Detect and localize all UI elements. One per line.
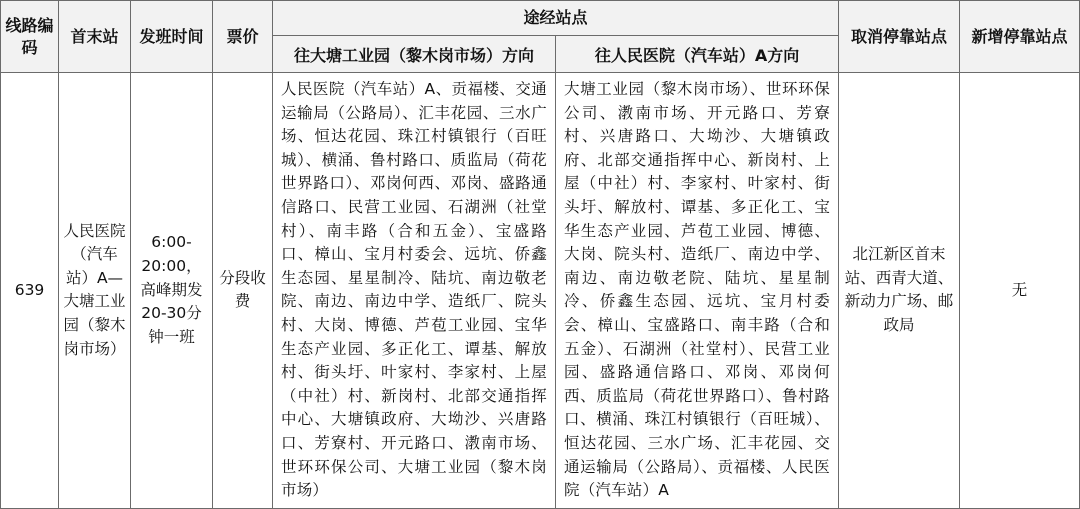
stops-direction-a-cell: 人民医院（汽车站）A、贡福楼、交通运输局（公路局）、汇丰花园、三水广场、恒达花园、珠江村镇银行（百旺城）、横涌、鲁村路口、质监局（荷花世界路口）、邓岗何西、邓岗、盛路通信路口、民营工业园、石湖洲（社堂村）、南丰路（合和五金）、宝盛路口、樟山、宝月村委会、远坑、侨鑫生态园、星星制冷、陆坑、南边敬老院、南边、南边中学、造纸厂、院头村、大岗、博德、芦苞工业园、宝华生态产业园、多正化工、谭基、解放村、街头圩、叶家村、李家村、上屋（中社）村、新岗村、北部交通指挥中心、大塘镇政府、大坳沙、兴唐路口、芳寮村、开元路口、漖南市场、世环环保公司、大塘工业园（黎木岗市场） — [273, 73, 556, 509]
header-via-stops: 途经站点 — [273, 1, 839, 36]
cancelled-stops-cell: 北江新区首末站、西青大道、新动力广场、邮政局 — [839, 73, 960, 509]
departure-time-cell: 6:00-20:00，高峰期发20-30分钟一班 — [131, 73, 213, 509]
header-direction-b: 往人民医院（汽车站）A方向 — [556, 36, 839, 73]
new-stops-cell: 无 — [960, 73, 1080, 509]
fare-cell: 分段收费 — [213, 73, 273, 509]
terminals-cell: 人民医院（汽车站）A—大塘工业园（黎木岗市场） — [59, 73, 131, 509]
stops-direction-b-cell: 大塘工业园（黎木岗市场）、世环环保公司、漖南市场、开元路口、芳寮村、兴唐路口、大坳沙、大塘镇政府、北部交通指挥中心、新岗村、上屋（中社）村、李家村、叶家村、街头圩、解放村、谭基、多正化工、宝华生态产业园、芦苞工业园、博德、大岗、院头村、造纸厂、南边中学、南边、南边敬老院、陆坑、星星制冷、侨鑫生态园、远坑、宝月村委会、樟山、宝盛路口、南丰路（合和五金）、石湖洲（社堂村）、民营工业园、盛路通信路口、邓岗、邓岗何西、质监局（荷花世界路口）、鲁村路口、横涌、珠江村镇银行（百旺城）、恒达花园、三水广场、汇丰花园、交通运输局（公路局）、贡福楼、人民医院（汽车站）A — [556, 73, 839, 509]
header-route-code: 线路编码 — [1, 1, 59, 73]
header-fare: 票价 — [213, 1, 273, 73]
header-departure-time: 发班时间 — [131, 1, 213, 73]
route-code-cell: 639 — [1, 73, 59, 509]
table-row — [1, 73, 1080, 509]
header-cancelled-stops: 取消停靠站点 — [839, 1, 960, 73]
header-direction-a: 往大塘工业园（黎木岗市场）方向 — [273, 36, 556, 73]
header-new-stops: 新增停靠站点 — [960, 1, 1080, 73]
header-terminals: 首末站 — [59, 1, 131, 73]
